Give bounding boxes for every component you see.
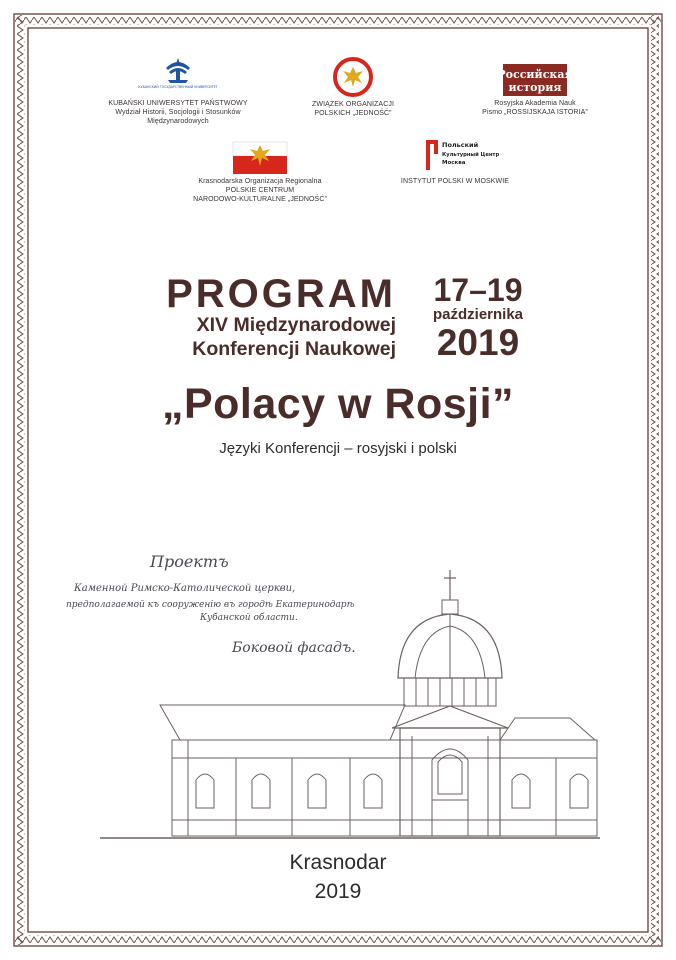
program-subtitle-line1: XIV Międzynarodowej <box>196 314 396 336</box>
church-facade-drawing <box>60 548 620 848</box>
footer-city: Krasnodar <box>289 851 387 874</box>
kubgu-line2: Wydział Historii, Socjologii i Stosunków <box>115 109 241 116</box>
instytut-logo-line2: Культурный Центр <box>442 152 500 158</box>
zwiazek-line1: ZWIĄZEK ORGANIZACJI <box>311 101 394 108</box>
instytut-logo-line3: Москва <box>442 160 466 166</box>
polish-flag-eagle-logo <box>233 142 287 174</box>
drawing-line2: предполагаемой къ сооруженію въ городѣ Екатеринодарѣ <box>66 600 355 610</box>
polish-cultural-centre-logo <box>420 136 500 174</box>
krasnodar-logo-block <box>180 142 340 204</box>
krasnodar-line3: NARODOWO-KULTURALNE „JEDNOŚĆ” <box>193 196 327 203</box>
date-year: 2019 <box>436 322 520 363</box>
kubgu-emblem-icon <box>138 54 218 96</box>
footer-year: 2019 <box>314 880 362 903</box>
date-month: października <box>432 306 524 323</box>
date-days: 17–19 <box>433 272 523 308</box>
eagle-circle-logo-icon <box>333 57 373 97</box>
drawing-caption: Боковой фасадъ. <box>232 640 356 656</box>
kubgu-line1: KUBAŃSKI UNIWERSYTET PAŃSTWOWY <box>108 100 248 107</box>
krasnodar-line2: POLSKIE CENTRUM <box>225 187 295 194</box>
kubgu-logo-block <box>78 54 278 126</box>
instytut-logo-line1: Польский <box>442 141 479 149</box>
program-subtitle-line2: Konferencji Naukowej <box>192 338 396 360</box>
instytut-logo-block <box>380 136 530 186</box>
zwiazek-line2: POLSKICH „JEDNOŚĆ” <box>314 110 392 117</box>
ran-logo-line1: Российская <box>497 68 573 81</box>
zwiazek-logo-block <box>278 57 428 118</box>
program-title: PROGRAM <box>166 272 396 316</box>
ran-line1: Rosyjska Akademia Nauk <box>494 100 576 107</box>
conference-title: „Polacy w Rosji” <box>161 380 515 428</box>
kubgu-line3: Międzynarodowych <box>147 118 209 125</box>
drawing-line3: Кубанской области. <box>200 613 298 623</box>
ran-line2: Pismo „ROSSIJSKAJA ISTORIA” <box>482 109 588 116</box>
ran-logo-block <box>460 64 610 117</box>
kubgu-mark-text: КУБАНСКИЙ ГОСУДАРСТВЕННЫЙ УНИВЕРСИТЕТ <box>138 85 218 89</box>
ran-logo-line2: история <box>508 81 562 94</box>
krasnodar-line1: Krasnodarska Organizacja Regionalna <box>198 178 322 185</box>
instytut-line1: INSTYTUT POLSKI W MOSKWIE <box>400 178 510 185</box>
rossijskaja-istoria-logo <box>497 64 573 96</box>
drawing-line1: Каменной Римско-Католической церкви, <box>74 583 296 594</box>
drawing-heading: Проектъ <box>150 552 229 571</box>
program-subtitle <box>120 313 396 361</box>
conference-languages: Języki Konferencji – rosyjski i polski <box>219 440 457 457</box>
